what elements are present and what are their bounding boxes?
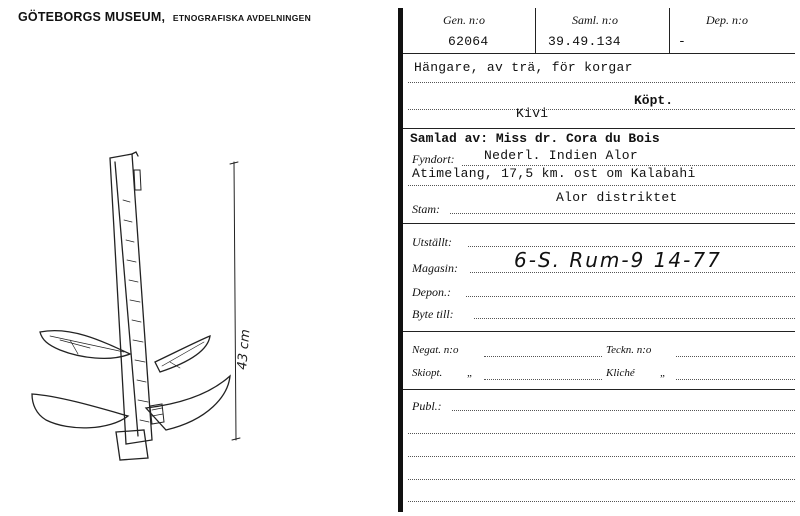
byte-label: Byte till: xyxy=(412,307,454,321)
fyndort-label: Fyndort: xyxy=(412,152,455,166)
rule xyxy=(408,433,795,434)
dep-value: - xyxy=(678,34,687,49)
divider xyxy=(403,128,795,129)
gen-label: Gen. n:o xyxy=(443,13,485,27)
divider xyxy=(403,223,795,224)
location-line: Atimelang, 17,5 km. ost om Kalabahi xyxy=(412,166,696,181)
rule xyxy=(484,356,602,357)
divider xyxy=(535,8,536,53)
object-sketch xyxy=(20,140,280,470)
fyndort-value: Nederl. Indien Alor xyxy=(484,148,638,163)
gen-value: 62064 xyxy=(448,34,489,49)
card-left-border xyxy=(398,8,403,512)
depon-label: Depon.: xyxy=(412,285,451,299)
publ-label: Publ.: xyxy=(412,399,442,413)
saml-label: Saml. n:o xyxy=(572,13,618,27)
dep-label: Dep. n:o xyxy=(706,13,748,27)
kliche-value: „ xyxy=(660,367,667,379)
skiopt-label: Skiopt. xyxy=(412,367,443,379)
divider xyxy=(403,53,795,54)
divider xyxy=(403,389,795,390)
sketch-shaft xyxy=(110,154,152,444)
divider xyxy=(403,331,795,332)
rule xyxy=(408,501,795,502)
rule xyxy=(474,318,795,319)
department-name: ETNOGRAFISKA AVDELNINGEN xyxy=(172,13,312,23)
sketch-hook xyxy=(146,376,230,430)
negat-label: Negat. n:o xyxy=(412,344,459,356)
rule xyxy=(452,410,795,411)
skiopt-value: „ xyxy=(467,367,474,379)
rule xyxy=(408,479,795,480)
native-name: Kivi xyxy=(516,106,549,121)
rule xyxy=(450,213,795,214)
teckn-label: Teckn. n:o xyxy=(606,344,652,356)
museum-name: GÖTEBORGS MUSEUM, xyxy=(18,10,166,24)
rule xyxy=(676,379,795,380)
rule xyxy=(470,272,795,273)
district: Alor distriktet xyxy=(556,190,678,205)
sketch-hook xyxy=(40,331,130,359)
acquisition: Köpt. xyxy=(634,93,674,108)
rule xyxy=(408,185,795,186)
magasin-label: Magasin: xyxy=(412,261,458,275)
object-description: Hängare, av trä, för korgar xyxy=(414,60,633,75)
rule xyxy=(484,379,602,380)
collected-by: Samlad av: Miss dr. Cora du Bois xyxy=(410,131,660,146)
saml-value: 39.49.134 xyxy=(548,34,621,49)
sketch-size-note: 43 cm xyxy=(235,328,254,371)
rule xyxy=(408,109,795,110)
rule xyxy=(468,246,795,247)
stam-label: Stam: xyxy=(412,202,440,216)
magasin-value: 6-S. Rum-9 14-77 xyxy=(514,248,722,272)
rule xyxy=(408,456,795,457)
rule xyxy=(466,296,795,297)
sketch-hook xyxy=(32,394,128,428)
kliche-label: Kliché xyxy=(606,367,635,379)
rule xyxy=(408,82,795,83)
rule xyxy=(676,356,795,357)
museum-header xyxy=(18,10,311,24)
divider xyxy=(669,8,670,53)
utstallt-label: Utställt: xyxy=(412,235,453,249)
